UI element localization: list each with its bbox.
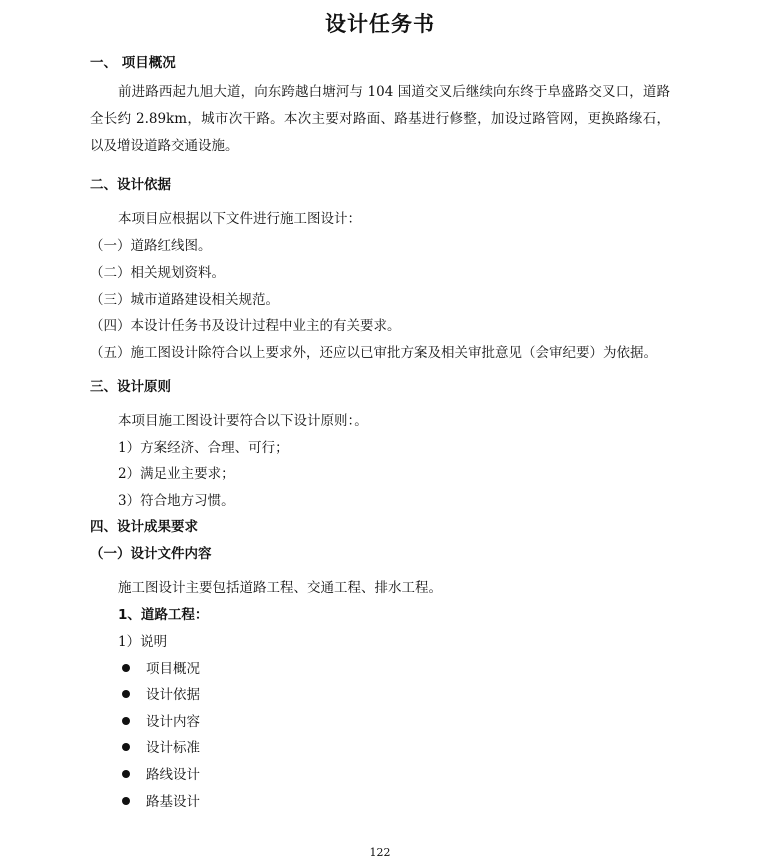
bullet-dot-icon (122, 664, 130, 672)
overview-paragraph: 前进路西起九旭大道，向东跨越白塘河与 104 国道交叉后继续向东终于阜盛路交叉口，道路全长约 2.89km，城市次干路。本次主要对路面、路基进行修整，加设过路管网，更换路缘石，以及增设道路交通设施。 (90, 84, 670, 154)
bullet-dot-icon (122, 690, 130, 698)
bullet-label: 设计内容 (146, 714, 200, 730)
basis-item: （二）相关规划资料。 (90, 265, 225, 281)
basis-intro: 本项目应根据以下文件进行施工图设计： (118, 211, 361, 227)
basis-item: （五）施工图设计除符合以上要求外，还应以已审批方案及相关审批意见（会审纪要）为依据。 (90, 345, 657, 361)
principle-item: 1）方案经济、合理、可行； (118, 440, 289, 456)
bullet-item (122, 736, 200, 756)
bullet-item (122, 763, 200, 783)
road-item-description: 1）说明 (118, 634, 168, 650)
bullet-label: 设计标准 (146, 740, 200, 756)
bullet-dot-icon (122, 743, 130, 751)
bullet-label: 路线设计 (146, 767, 200, 783)
bullet-dot-icon (122, 717, 130, 725)
principles-intro: 本项目施工图设计要符合以下设计原则：。 (118, 413, 368, 429)
section-heading-overview: 一、 项目概况 (90, 55, 176, 71)
principle-item: 3）符合地方习惯。 (118, 493, 235, 509)
basis-item: （三）城市道路建设相关规范。 (90, 292, 279, 308)
basis-item: （四）本设计任务书及设计过程中业主的有关要求。 (90, 318, 401, 334)
bullet-item (122, 683, 200, 703)
bullet-label: 项目概况 (146, 661, 200, 677)
principle-item: 2）满足业主要求； (118, 466, 235, 482)
road-engineering-heading: 1、道路工程： (118, 607, 209, 623)
document-title: 设计任务书 (325, 12, 435, 36)
bullet-item (122, 710, 200, 730)
deliverables-intro: 施工图设计主要包括道路工程、交通工程、排水工程。 (118, 580, 442, 596)
bullet-dot-icon (122, 770, 130, 778)
section-heading-principles: 三、设计原则 (90, 379, 171, 395)
bullet-label: 设计依据 (146, 687, 200, 703)
subsection-heading-file-content: （一）设计文件内容 (90, 546, 212, 562)
page-number: 122 (369, 846, 391, 859)
bullet-item (122, 790, 200, 810)
bullet-dot-icon (122, 797, 130, 805)
basis-item: （一）道路红线图。 (90, 238, 212, 254)
section-heading-deliverables: 四、设计成果要求 (90, 519, 198, 535)
bullet-item (122, 657, 200, 677)
section-heading-basis: 二、设计依据 (90, 177, 171, 193)
bullet-label: 路基设计 (146, 794, 200, 810)
